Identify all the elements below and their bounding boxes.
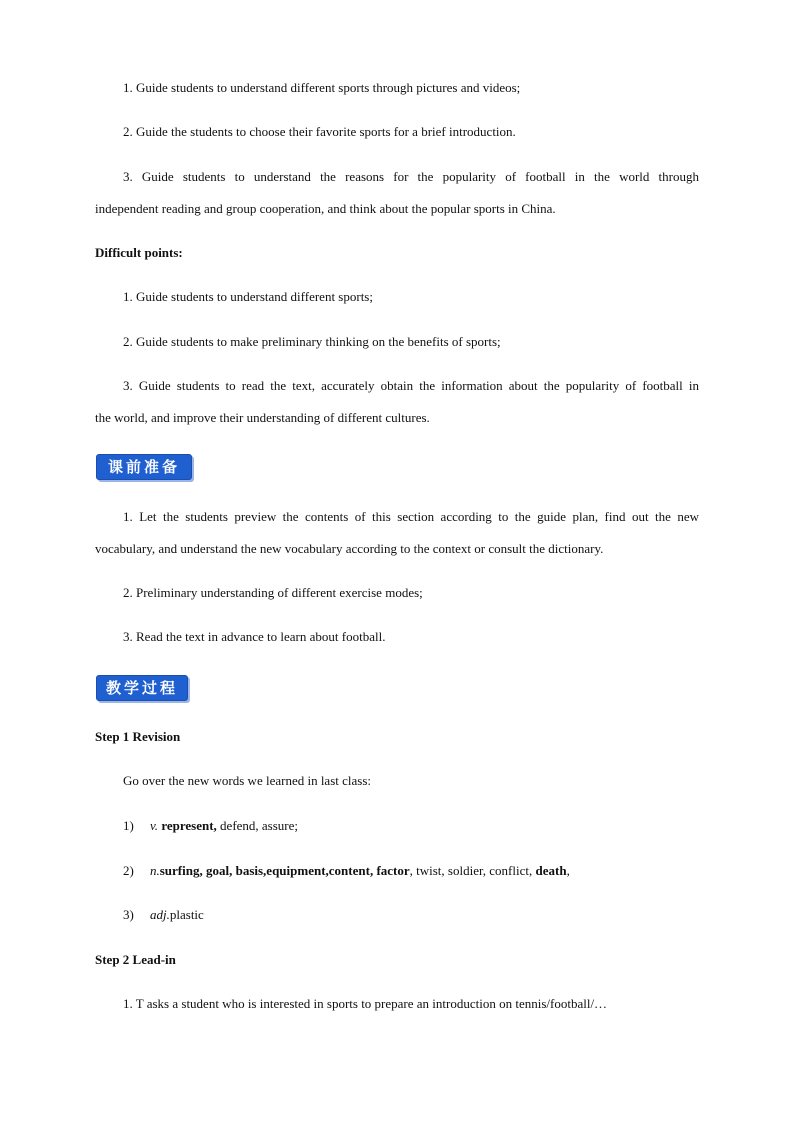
difficult-points-heading: Difficult points: <box>95 245 183 260</box>
process-badge: 教学过程 <box>96 675 188 701</box>
bold-words: represent, <box>161 818 217 833</box>
prep-badge: 课前准备 <box>96 454 192 480</box>
bold-word-death: death <box>535 863 567 878</box>
key-point-3-line2: independent reading and group cooperation, and think about the popular sports in China. <box>95 201 556 216</box>
plain-words: defend, assure; <box>216 818 299 833</box>
difficult-point-2: 2. Guide students to make preliminary thinking on the benefits of sports; <box>123 334 501 349</box>
plain-words: , twist, soldier, conflict, <box>409 863 536 878</box>
prep-item-3: 3. Read the text in advance to learn about football. <box>123 629 386 644</box>
key-point-2: 2. Guide the students to choose their favorite sports for a brief introduction. <box>123 124 516 139</box>
bold-words: surfing, goal, basis,equipment,content, factor <box>159 863 410 878</box>
key-point-3-line1: 3. Guide students to understand the reasons for the popularity of football in the world through <box>123 169 699 184</box>
step2-item-1: 1. T asks a student who is interested in sports to prepare an introduction on tennis/football/… <box>123 996 608 1011</box>
step2-heading: Step 2 Lead-in <box>95 952 176 967</box>
plain-words: plastic <box>169 907 204 922</box>
vocab-list-item <box>123 818 298 834</box>
key-point-1: 1. Guide students to understand different sports through pictures and videos; <box>123 80 521 95</box>
difficult-point-3-line1: 3. Guide students to read the text, accurately obtain the information about the popularity of football in <box>123 378 699 393</box>
vocab-list-item <box>123 863 570 879</box>
difficult-point-3-line2: the world, and improve their understanding of different cultures. <box>95 410 430 425</box>
trailing-comma: , <box>566 863 570 878</box>
step1-intro: Go over the new words we learned in last class: <box>123 773 372 788</box>
prep-item-1-line2: vocabulary, and understand the new vocabulary according to the context or consult the dictionary. <box>95 541 604 556</box>
prep-item-1-line1: 1. Let the students preview the contents of this section according to the guide plan, find out the new <box>123 509 699 524</box>
prep-item-2: 2. Preliminary understanding of different exercise modes; <box>123 585 423 600</box>
part-of-speech: v. <box>150 818 159 833</box>
vocab-list-item <box>123 907 204 923</box>
list-number: 1) <box>123 818 134 833</box>
list-number: 3) <box>123 907 134 922</box>
part-of-speech: adj. <box>150 907 170 922</box>
step1-heading: Step 1 Revision <box>95 729 181 744</box>
difficult-point-1: 1. Guide students to understand different sports; <box>123 289 373 304</box>
list-number: 2) <box>123 863 134 878</box>
part-of-speech: n. <box>150 863 160 878</box>
